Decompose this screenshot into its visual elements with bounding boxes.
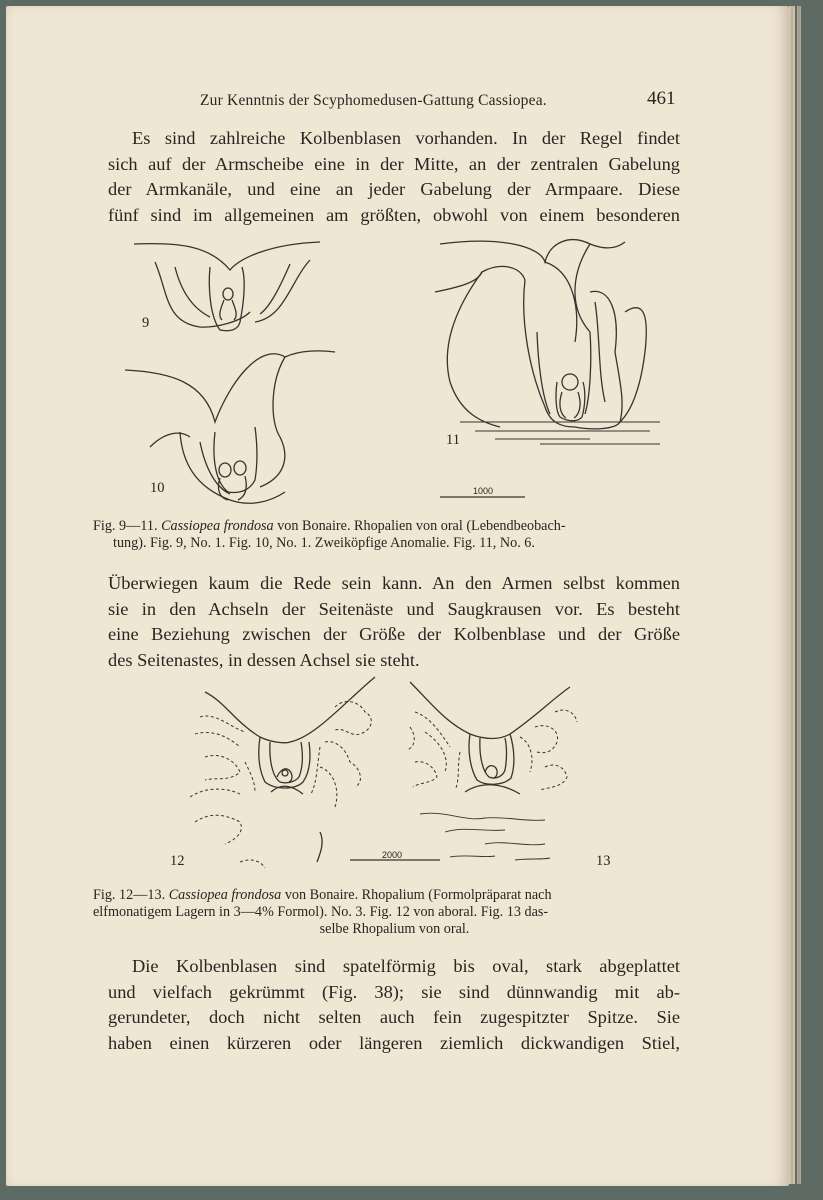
- figure-label: 9: [142, 315, 150, 331]
- text-line: fünf sind im allgemeinen am größten, obwohl von einem besonderen: [108, 204, 680, 225]
- caption-fig-12-13: [93, 887, 696, 938]
- caption-figure-ref: Fig. 12—13.: [93, 887, 166, 903]
- running-head: Zur Kenntnis der Scyphomedusen-Gattung Cassiopea.: [200, 92, 547, 109]
- figure-label: 11: [446, 432, 460, 448]
- figure-label: 13: [596, 853, 611, 869]
- text-line: sich auf der Armscheibe eine in der Mitte, an der zentralen Gabelung: [108, 153, 680, 174]
- scale-bar-label: 1000: [473, 486, 494, 496]
- text-line: haben einen kürzeren oder längeren ziemlich dickwandigen Stiel,: [108, 1032, 680, 1053]
- caption-line: selbe Rhopalium von oral.: [319, 921, 470, 937]
- text-line: eine Beziehung zwischen der Größe der Kolbenblase und der Größe: [108, 624, 680, 644]
- figure-12-13-drawing: [185, 672, 605, 872]
- fig-12-rhopalium: [190, 677, 440, 868]
- scale-bar-label: 2000: [382, 850, 403, 860]
- species-name: Cassiopea frondosa: [161, 518, 274, 534]
- caption-fig-9-11: [93, 518, 696, 552]
- caption-line: elfmonatigem Lagern in 3—4% Formol). No. 3. Fig. 12 von aboral. Fig. 13 das-: [93, 904, 549, 920]
- text-line: der Armkanäle, und eine an jeder Gabelung der Armpaare. Diese: [108, 179, 680, 199]
- figure-9-11-drawing: [120, 232, 690, 512]
- text-line: des Seitenastes, in dessen Achsel sie steht.: [108, 649, 420, 670]
- page-number: 461: [647, 88, 676, 109]
- paragraph-2: [108, 571, 680, 673]
- caption-text: von Bonaire. Rhopalien von oral (Lebendbeobach-: [277, 518, 566, 534]
- page-edge: [789, 6, 795, 1184]
- paragraph-3: [108, 954, 680, 1056]
- caption-figure-ref: Fig. 9—11.: [93, 518, 158, 534]
- fig-9-rhopalium: [134, 242, 320, 331]
- text-line: gerundeter, doch nicht selten auch fein zugespitzter Spitze. Sie: [108, 1007, 680, 1027]
- fig-13-rhopalium: [407, 682, 577, 860]
- caption-line: tung). Fig. 9, No. 1. Fig. 10, No. 1. Zweiköpfige Anomalie. Fig. 11, No. 6.: [113, 535, 535, 551]
- text-line: sie in den Achseln der Seitenäste und Saugkrausen vor. Es besteht: [108, 598, 680, 619]
- caption-line: [93, 887, 696, 904]
- text-line: Es sind zahlreiche Kolbenblasen vorhanden. In der Regel findet: [132, 128, 680, 148]
- text-line: Überwiegen kaum die Rede sein kann. An den Armen selbst kommen: [108, 573, 680, 593]
- page-edge: [797, 6, 801, 1184]
- text-line: Die Kolbenblasen sind spatelförmig bis oval, stark abgeplattet: [132, 956, 680, 976]
- species-name: Cassiopea frondosa: [168, 887, 282, 903]
- caption-line: [93, 518, 696, 535]
- figure-label: 10: [150, 480, 165, 496]
- paragraph-1: [108, 126, 680, 228]
- caption-text: von Bonaire. Rhopalium (Formolpräparat nach: [284, 887, 552, 903]
- fig-11-rhopalium: [435, 240, 660, 497]
- text-line: und vielfach gekrümmt (Fig. 38); sie sind dünnwandig mit ab-: [108, 981, 680, 1002]
- figure-label: 12: [170, 853, 185, 869]
